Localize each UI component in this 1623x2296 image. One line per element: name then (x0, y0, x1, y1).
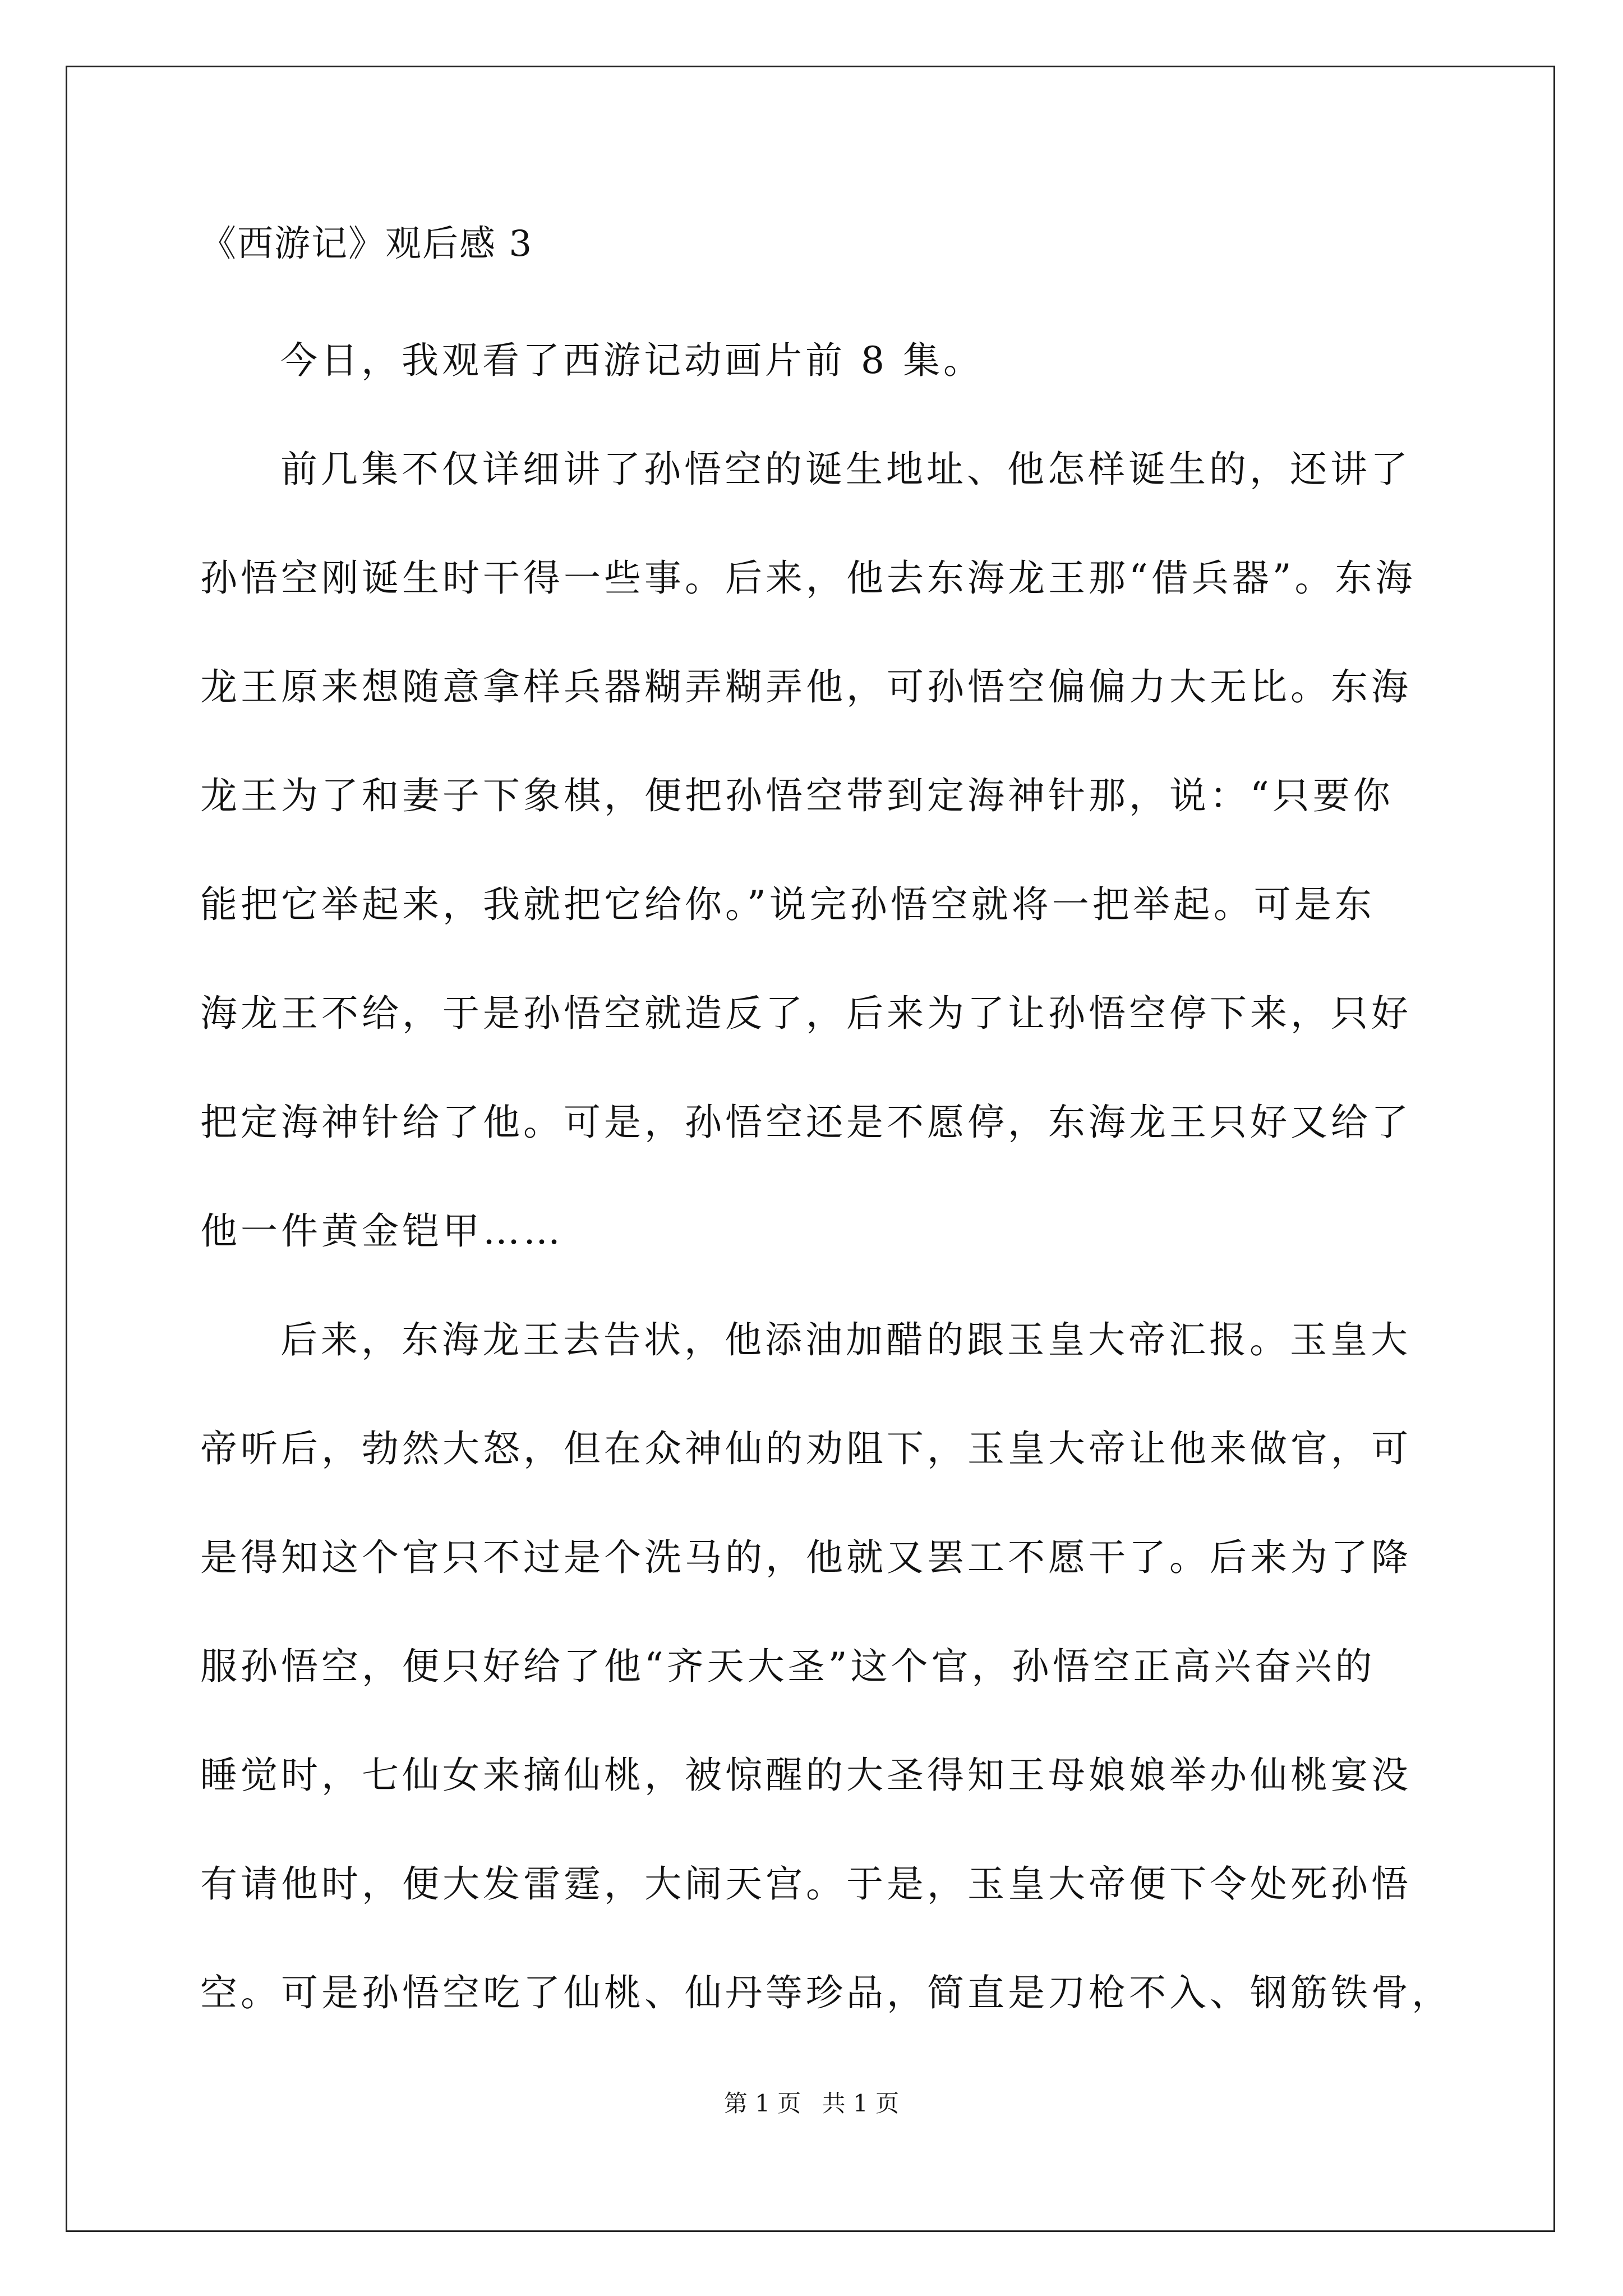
document-title: 《西游记》观后感 3 (200, 223, 533, 265)
paragraph-line: 空。可是孙悟空吃了仙桃、仙丹等珍品，简直是刀枪不入、钢筋铁骨， (200, 1971, 1452, 2014)
page-footer (0, 2087, 1623, 2120)
paragraph-line: 龙王原来想随意拿样兵器糊弄糊弄他，可孙悟空偏偏力大无比。东海 (200, 665, 1412, 708)
paragraph-line: 今日，我观看了西游记动画片前 8 集。 (280, 339, 984, 382)
paragraph-line: 有请他时，便大发雷霆，大闹天宫。于是，玉皇大帝便下令处死孙悟 (200, 1862, 1412, 1906)
paragraph-line: 龙王为了和妻子下象棋，便把孙悟空带到定海神针那，说：“只要你 (200, 774, 1394, 817)
page-total: 共 1 页 (822, 2090, 900, 2117)
paragraph-line: 他一件黄金铠甲…… (200, 1209, 564, 1253)
page-number: 第 1 页 (723, 2090, 801, 2117)
paragraph-line: 孙悟空刚诞生时干得一些事。后来，他去东海龙王那“借兵器”。东海 (200, 556, 1416, 600)
paragraph-line: 睡觉时，七仙女来摘仙桃，被惊醒的大圣得知王母娘娘举办仙桃宴没 (200, 1754, 1412, 1797)
paragraph-line: 能把它举起来，我就把它给你。”说完孙悟空就将一把举起。可是东 (200, 883, 1375, 926)
paragraph-line: 帝听后，勃然大怒，但在众神仙的劝阻下，玉皇大帝让他来做官，可 (200, 1427, 1412, 1470)
paragraph-line: 服孙悟空，便只好给了他“齐天大圣”这个官，孙悟空正高兴奋兴的 (200, 1645, 1376, 1688)
paragraph-line: 前几集不仅详细讲了孙悟空的诞生地址、他怎样诞生的，还讲了 (280, 448, 1411, 491)
paragraph-line: 是得知这个官只不过是个洗马的，他就又罢工不愿干了。后来为了降 (200, 1536, 1412, 1579)
paragraph-line: 把定海神针给了他。可是，孙悟空还是不愿停，东海龙王只好又给了 (200, 1101, 1412, 1144)
paragraph-line: 后来，东海龙王去告状，他添油加醋的跟玉皇大帝汇报。玉皇大 (280, 1318, 1411, 1361)
paragraph-line: 海龙王不给，于是孙悟空就造反了，后来为了让孙悟空停下来，只好 (200, 992, 1412, 1035)
